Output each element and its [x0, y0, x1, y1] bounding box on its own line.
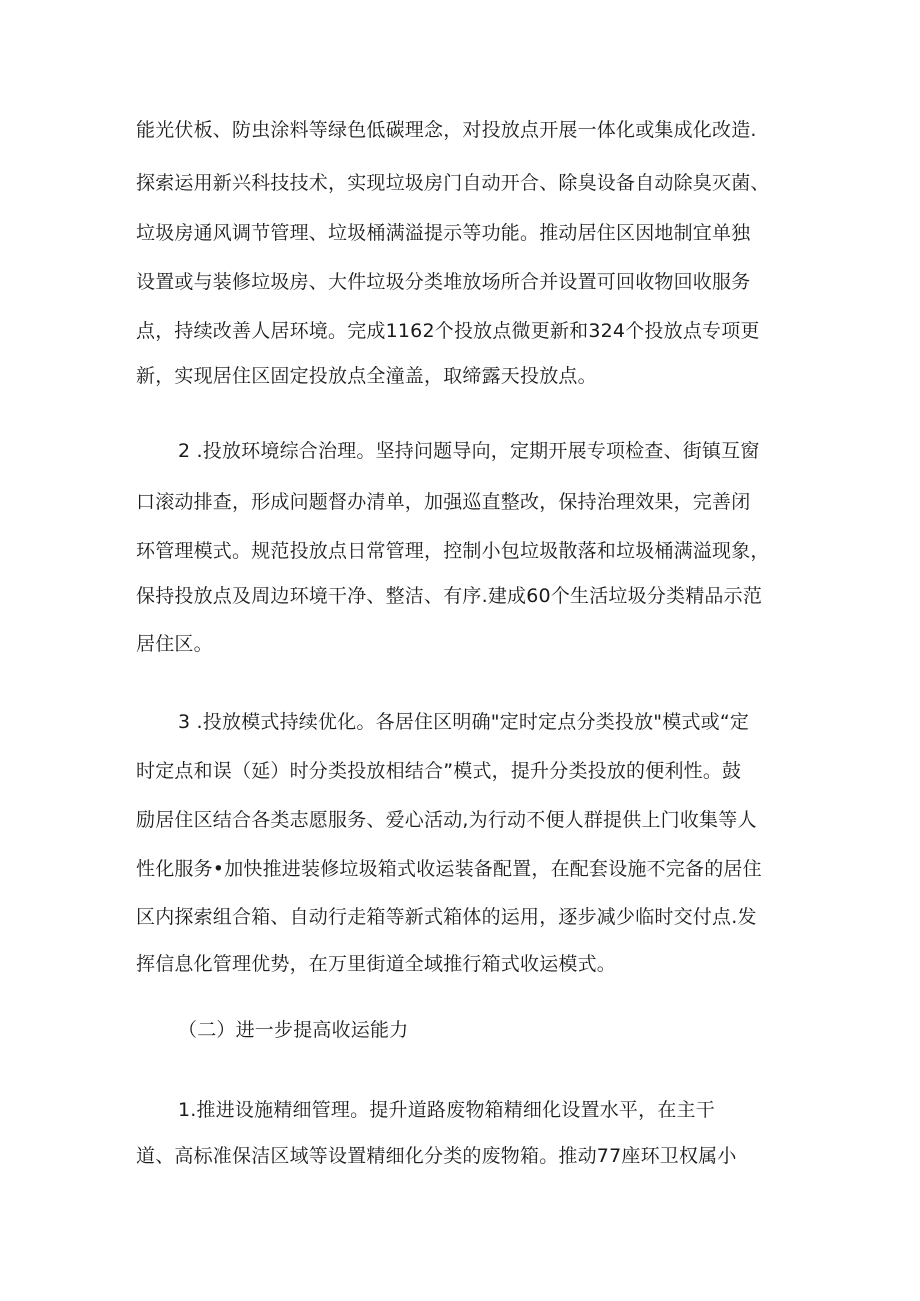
- paragraph-2-line-3: 环管理模式。规范投放点日常管理，控制小包垃圾散落和垃圾桶满溢现象，: [136, 540, 770, 562]
- paragraph-3-line-3: 励居住区结合各类志愿服务、爱心活动,为行动不便人群提供上门收集等人: [136, 809, 757, 831]
- paragraph-3-line-6: 挥信息化管理优势，在万里街道全域推行箱式收运模式。: [136, 953, 617, 975]
- paragraph-3-line-5: 区内探索组合箱、自动行走箱等新式箱体的运用，逐步减少临时交付点.发: [136, 906, 757, 928]
- section-heading: （二）进一步提高收运能力: [178, 1019, 409, 1041]
- paragraph-1-line-2: 探索运用新兴科技技术，实现垃圾房门自动开合、除臭设备自动除臭灭菌、: [136, 172, 770, 194]
- paragraph-1-line-6: 新，实现居住区固定投放点全潼盖，取缔露天投放点。: [136, 365, 597, 387]
- paragraph-1-line-4: 设置或与装修垃圾房、大件垃圾分类堆放场所合并设置可回收物回收服务: [136, 271, 751, 293]
- paragraph-4-line-1: 1.推进设施精细管理。提升道路废物箱精细化设置水平，在主干: [178, 1099, 715, 1121]
- paragraph-2-line-2: 口滚动排查，形成问题督办清单，加强巡直整改，保持治理效果，完善闭: [136, 491, 751, 513]
- paragraph-3-line-4: 性化服务•加快推进装修垃圾箱式收运装备配置，在配套设施不完备的居住: [136, 858, 762, 880]
- paragraph-2-line-1: 2 .投放环境综合治理。坚持问题导向，定期开展专项检查、街镇互窗: [178, 440, 760, 462]
- paragraph-1-line-1: 能光伏板、防虫涂料等绿色低碳理念，对投放点开展一体化或集成化改造.: [136, 119, 757, 141]
- paragraph-2-line-5: 居住区。: [136, 633, 213, 655]
- paragraph-2-line-4: 保持投放点及周边环境干净、整洁、有序.建成60个生活垃圾分类精品示范: [136, 585, 763, 607]
- paragraph-3-line-1: 3 .投放模式持续优化。各居住区明确"定时定点分类投放"模式或“定: [178, 711, 750, 733]
- paragraph-1-line-5: 点，持续改善人居环境。完成1162个投放点微更新和324个投放点专项更: [136, 320, 760, 342]
- paragraph-3-line-2: 时定点和误（延）时分类投放相结合”模式，提升分类投放的便利性。鼓: [136, 760, 742, 782]
- paragraph-1-line-3: 垃圾房通风调节管理、垃圾桶满溢提示等功能。推动居住区因地制宜单独: [136, 222, 751, 244]
- paragraph-4-line-2: 道、高标准保洁区域等设置精细化分类的废物箱。推动77座环卫权属小: [136, 1145, 737, 1167]
